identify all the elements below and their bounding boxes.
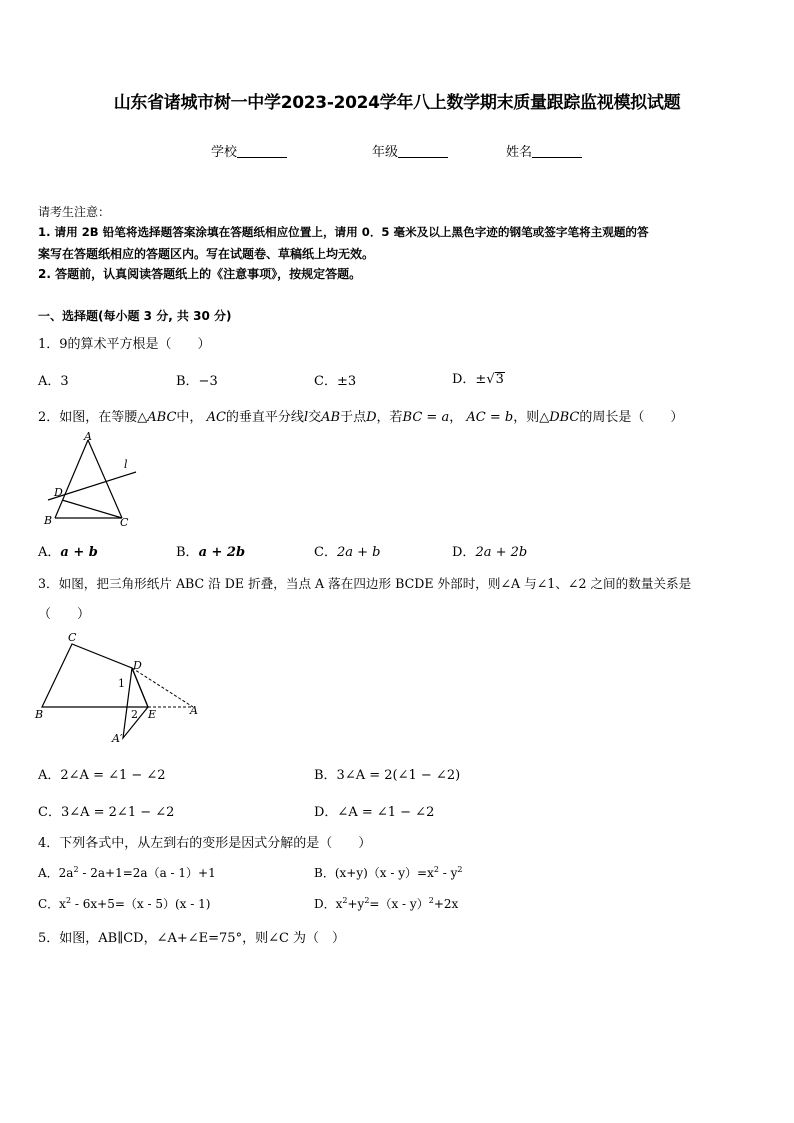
q3-stem-line-2: （ ） [38,607,91,622]
folded-triangle [123,668,148,738]
q1-option-b[interactable]: B．−3 [176,374,218,389]
school-field [211,141,287,160]
label-c: C [68,631,77,644]
q1-option-d-radicand: 3 [495,372,504,387]
label-angle-1: 1 [118,677,125,690]
exponent: 2 [65,896,72,905]
q2-figure [40,430,150,530]
school-blank[interactable] [237,145,287,158]
exponent: 2 [457,865,463,874]
q1-option-d[interactable] [452,368,505,387]
expr: D．x [314,897,343,911]
expr: +y [347,897,365,911]
q1-option-a[interactable]: A．3 [38,374,69,389]
label-d: D [54,486,63,499]
school-label: 学校 [211,145,238,160]
option-label: D． [452,545,476,560]
q2-math: BC = a [402,410,450,425]
radical-sign: √ [486,372,495,387]
q2-text: 于点 [340,410,367,425]
expr: +2x [433,897,459,911]
label-c: C [120,516,129,529]
q4-option-c[interactable] [38,895,210,912]
exponent: 2 [73,865,79,874]
expr: - 6x+5=（x - 5）(x - 1) [71,897,211,911]
label-d: D [133,659,142,672]
dashed-da [132,668,193,707]
expr: - y [438,866,458,880]
q2-option-c[interactable] [314,541,380,560]
option-expr: 2a + 2b [475,545,528,560]
q3-option-d[interactable]: D．∠A = ∠1 − ∠2 [314,805,435,820]
expr: =（x - y） [369,897,429,911]
label-angle-2: 2 [131,708,138,721]
q2-stem [38,406,683,425]
exponent: 2 [364,896,370,905]
section-heading: 一、选择题(每小题 3 分, 共 30 分) [38,309,232,323]
q2-text: 的周长是（ ） [579,410,684,425]
grade-blank[interactable] [398,145,448,158]
q2-option-a[interactable] [38,541,98,560]
q2-text: 交 [308,410,322,425]
q2-math: AC = b [466,410,514,425]
name-blank[interactable] [532,145,582,158]
page-title: 山东省诸城市树一中学2023-2024学年八上数学期末质量跟踪监视模拟试题 [113,93,681,113]
q3-option-c[interactable]: C．3∠A = 2∠1 − ∠2 [38,805,175,820]
q4-stem: 4．下列各式中，从左到右的变形是因式分解的是（ ） [38,836,372,851]
q2-text: 的垂直平分线 [225,410,304,425]
option-expr: a + b [60,545,98,560]
q2-text: ， [449,410,463,425]
q4-option-a[interactable] [38,864,216,881]
q2-text: 2．如图，在等腰 [38,410,138,425]
q2-math: △DBC [539,410,580,425]
notice-line-2: 2. 答题前，认真阅读答题纸上的《注意事项》，按规定答题。 [38,267,362,281]
notice-line-1b: 案写在答题纸相应的答题区内。写在试题卷、草稿纸上均无效。 [38,247,375,261]
exponent: 2 [433,865,439,874]
q2-math: AB [321,410,341,425]
q1-stem: 1．9的算术平方根是（ ） [38,337,211,352]
q5-stem: 5．如图，AB∥CD，∠A+∠E=75°，则∠C 为（ ） [38,931,346,946]
expr: B．(x+y)（x - y）=x [314,866,434,880]
name-field [506,141,582,160]
q2-option-d[interactable] [452,541,527,560]
q3-figure [30,628,210,748]
q3-option-a[interactable]: A．2∠A = ∠1 − ∠2 [38,768,166,783]
q4-option-b[interactable] [314,864,463,881]
grade-field [372,141,448,160]
q2-math: l [303,410,309,425]
quad-bcde [42,644,148,707]
label-l: l [124,458,128,471]
q2-text: ，则 [513,410,540,425]
label-a-prime: A′ [112,732,123,745]
notice-line-1a: 1. 请用 2B 铅笔将选择题答案涂填在答题纸相应位置上，请用 0．5 毫米及以上黑色字迹的钢笔或签字笔将主观题的答 [38,225,649,239]
q2-text: ，若 [376,410,403,425]
expr: A．2a [38,866,74,880]
q3-option-b[interactable]: B．3∠A = 2(∠1 − ∠2) [314,768,461,783]
expr: - 2a+1=2a（a - 1）+1 [78,866,216,880]
q4-option-d[interactable] [314,895,458,912]
label-b: B [44,514,53,527]
q3-stem-line-1: 3．如图，把三角形纸片 ABC 沿 DE 折叠，当点 A 落在四边形 BCDE 外部时，则∠A 与∠1、∠2 之间的数量关系是 [38,576,692,591]
q2-option-b[interactable] [176,541,245,560]
label-a: A [84,430,92,443]
option-expr: 2a + b [336,545,381,560]
segment-de [132,668,148,707]
option-label: B． [176,545,199,560]
q1-option-c[interactable]: C．±3 [314,374,357,389]
exponent: 2 [428,896,434,905]
segment-ac [88,440,122,518]
q2-math: D [366,410,377,425]
segment-dc [62,500,122,518]
q2-math: △ABC [137,410,177,425]
label-e: E [148,708,157,721]
name-label: 姓名 [506,145,533,160]
notice-heading: 请考生注意： [38,205,111,219]
label-a: A [190,704,198,717]
grade-label: 年级 [372,145,399,160]
label-b: B [35,708,44,721]
q1-option-d-prefix: D．± [452,372,487,387]
q2-text: 中， [176,410,203,425]
q2-math: AC [206,410,226,425]
option-label: A． [38,545,61,560]
option-expr: a + 2b [198,545,246,560]
option-label: C． [314,545,337,560]
expr: C．x [38,897,66,911]
exponent: 2 [342,896,348,905]
